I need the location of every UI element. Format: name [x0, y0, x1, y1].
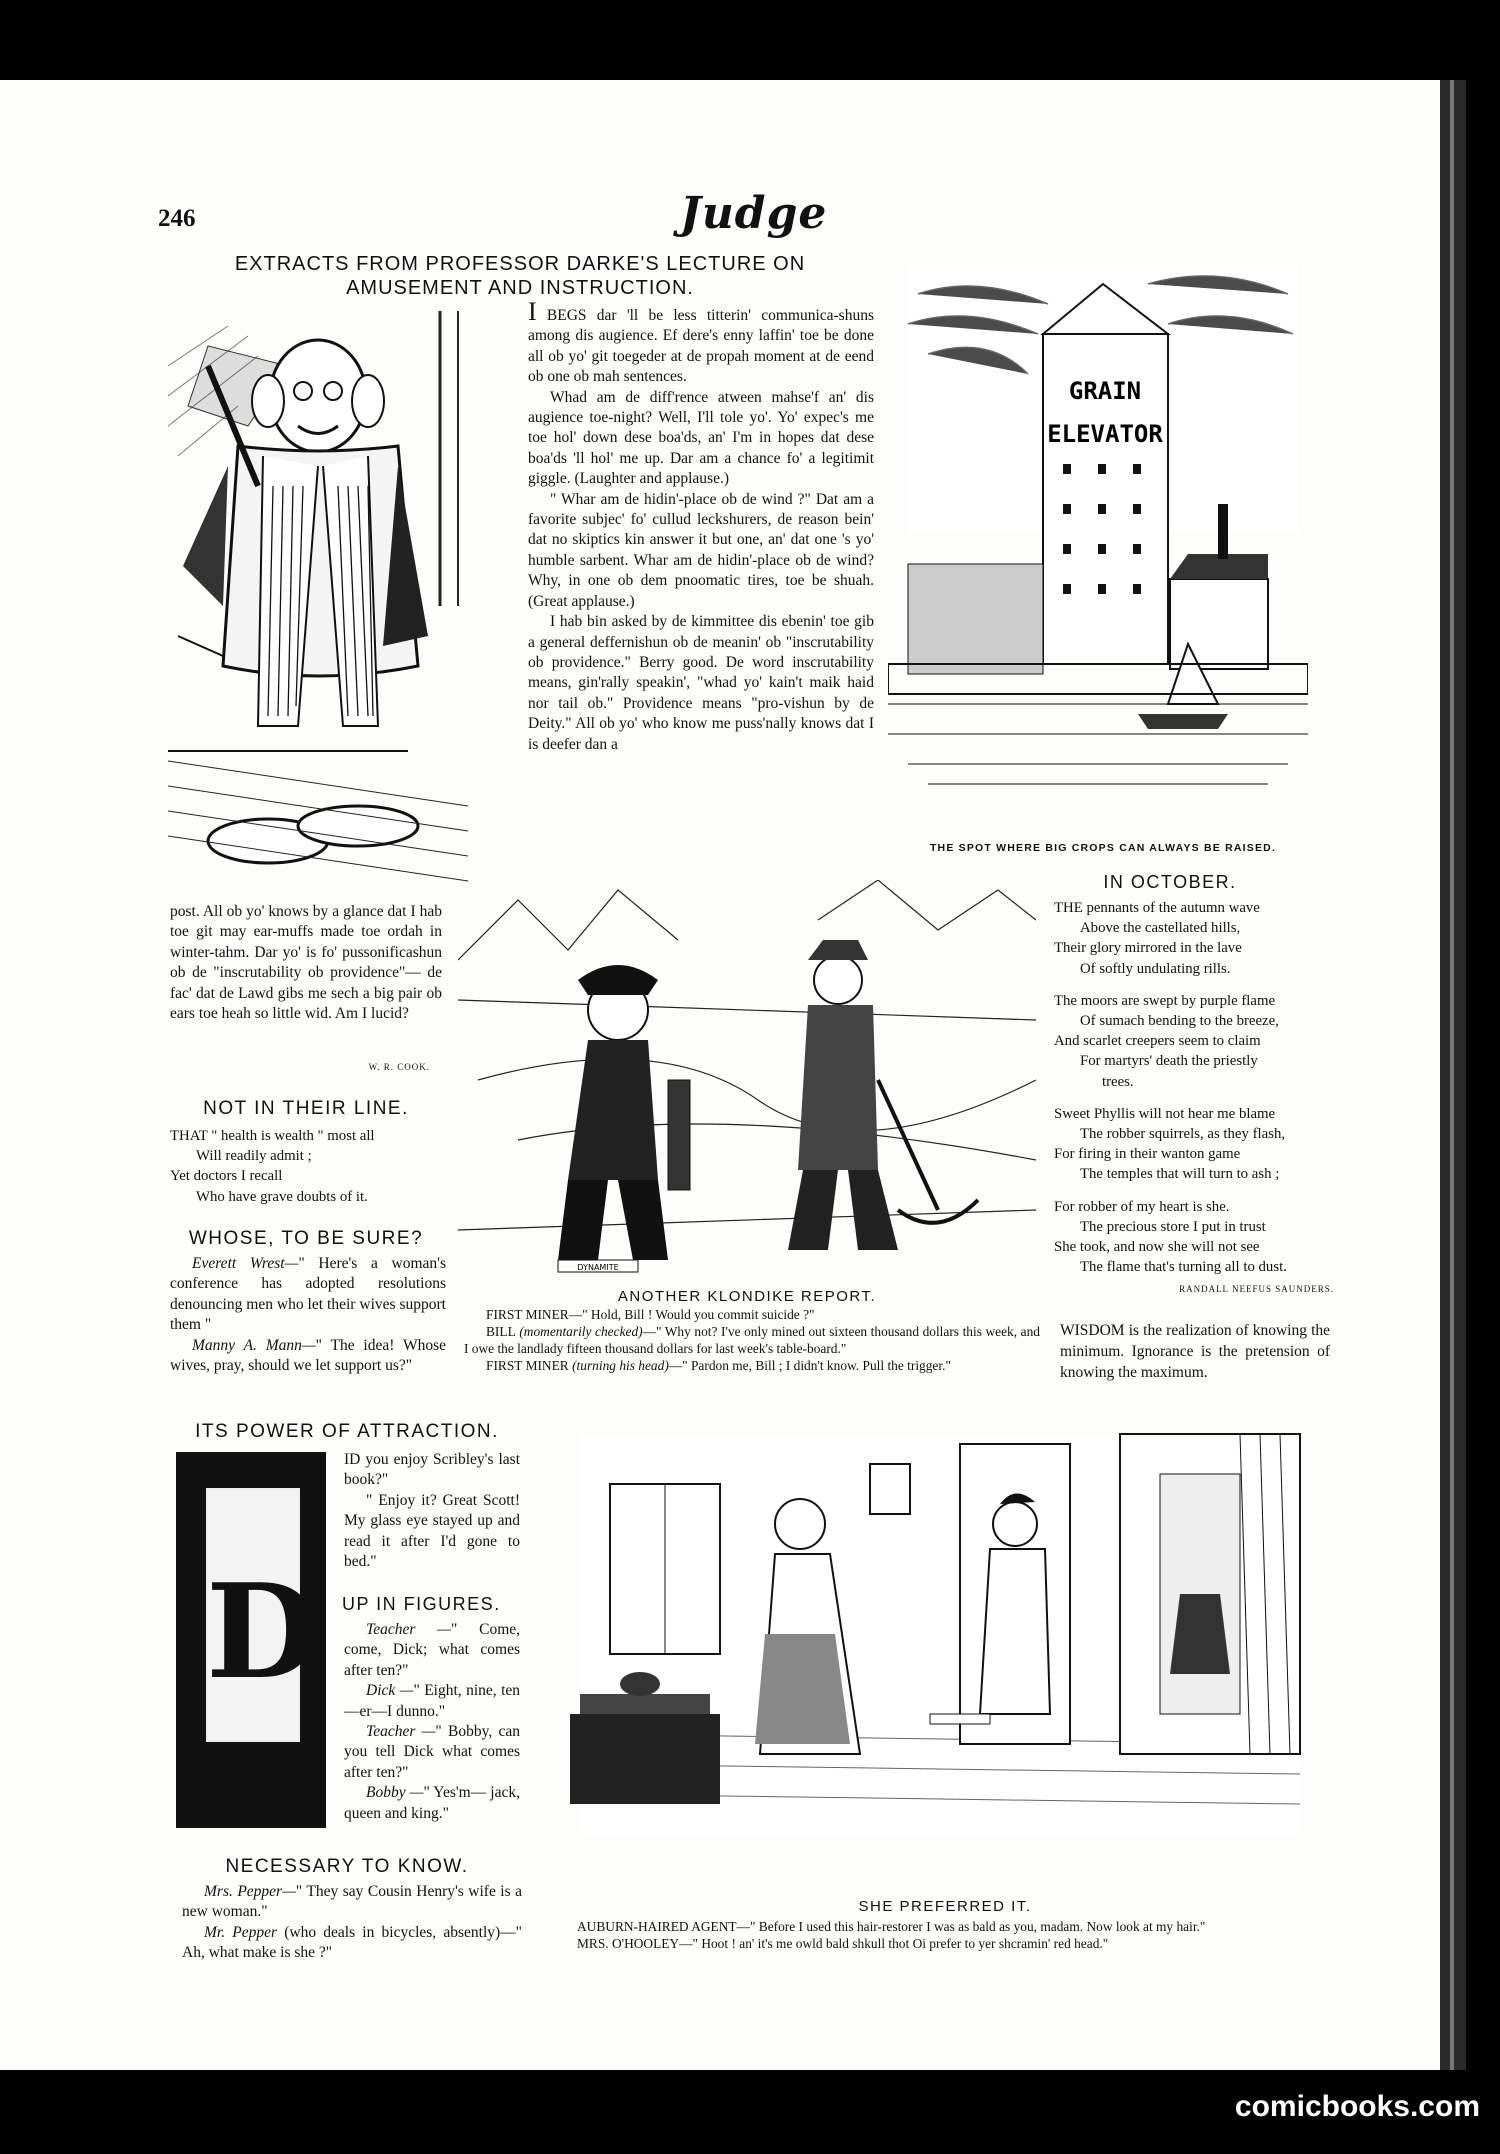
decorative-initial-panel: [176, 1452, 326, 1828]
klondike-speaker1: FIRST MINER—: [486, 1307, 583, 1322]
whose-line1: " Here's a woman's conference has adopted resolutions denouncing men who let their wives support them ": [170, 1255, 446, 1334]
klondike-text1: " Hold, Bill ! Would you commit suicide ?": [582, 1307, 815, 1322]
whose-para1: [170, 1254, 446, 1336]
preferred-speaker2: MRS. O'HOOLEY—: [577, 1936, 693, 1951]
figures-line1: [344, 1620, 520, 1681]
necessary-text2: (who deals in bicycles, absently)—" Ah, what make is she ?": [182, 1923, 523, 1962]
necessary-title: NECESSARY TO KNOW.: [225, 1856, 469, 1877]
poem-line: Will readily admit ;: [196, 1148, 312, 1165]
whose-para2: [170, 1336, 446, 1377]
preferred-line2: [555, 1935, 1345, 1952]
lecture-title: [190, 252, 850, 300]
not-their-line-title: NOT IN THEIR LINE.: [203, 1098, 409, 1119]
poem-line: THAT " health is wealth " most all: [170, 1128, 375, 1144]
necessary-speaker2: Mr. Pepper: [204, 1923, 278, 1941]
lecture-para2: Whad am de diff'rence atween mahse'f an' dis augience toe-night? Well, I'll tole yo'. Yo' expec's me toe hol' down dese boa'ds, an' I'm in hopes dat dese boa'ds 'll hol' me up. Dar am a chance fo' a legitimit giggle. (Laughter and applause.): [528, 388, 874, 488]
lecturer-illustration: [168, 306, 532, 888]
figures-text4: " Yes'm— jack, queen and king.": [344, 1784, 520, 1822]
klondike-text2: —" Why not? I've only mined out sixteen thousand dollars this week, and I owe the landlady fifteen thousand dollars for last week's table-board.": [464, 1324, 1040, 1356]
preferred-text2: " Hoot ! an' it's me owld bald shkull thot Oi prefer to yer shcramin' red head.": [692, 1936, 1109, 1951]
lecture-body: [528, 297, 874, 755]
poem-line: Of softly undulating rills.: [1080, 960, 1231, 977]
whose-speaker2: Manny A. Mann—: [192, 1336, 316, 1354]
whose-speaker1: Everett Wrest—: [192, 1255, 299, 1272]
figures-speaker2: Dick —: [366, 1682, 414, 1700]
figures-speaker4: Bobby —: [366, 1784, 424, 1802]
poem-line: trees.: [1102, 1073, 1134, 1090]
poem-line: For firing in their wanton game: [1054, 1146, 1241, 1163]
attraction-dropcap: D: [206, 1555, 319, 1708]
kitchen-illustration: [560, 1414, 1320, 1850]
necessary-line2: [182, 1923, 522, 1964]
klondike-dialogue: [464, 1306, 1040, 1374]
preferred-text1: " Before I used this hair-restorer I was as bald as you, madam. Now look at my hair.": [749, 1919, 1206, 1934]
attraction-para2: " Enjoy it? Great Scott! My glass eye stayed up and read it after I'd gone to bed.": [344, 1491, 520, 1571]
preferred-line1: [555, 1918, 1345, 1935]
figures-text1: " Come, come, Dick; what comes after ten?": [344, 1621, 520, 1679]
figures-line4: [344, 1783, 520, 1824]
whose-title: WHOSE, TO BE SURE?: [188, 1228, 424, 1249]
preferred-speaker1: AUBURN-HAIRED AGENT—: [577, 1919, 750, 1934]
klondike-speaker2: BILL: [486, 1324, 516, 1339]
grain-caption: THE SPOT WHERE BIG CROPS CAN ALWAYS BE RAISED.: [929, 842, 1277, 854]
grain-sign-line1: GRAIN: [1068, 377, 1142, 405]
figures-title: UP IN FIGURES.: [342, 1594, 501, 1614]
masthead-logo: Judge: [680, 188, 828, 239]
poem-line: The flame that's turning all to dust.: [1080, 1259, 1287, 1276]
poem-line: Who have grave doubts of it.: [196, 1188, 368, 1205]
klondike-line1: [464, 1306, 1040, 1323]
klondike-caption: ANOTHER KLONDIKE REPORT.: [617, 1288, 877, 1305]
page-number: 246: [158, 205, 196, 232]
lecture-signature: W. R. COOK.: [368, 1062, 430, 1072]
not-their-line-poem: [170, 1126, 450, 1207]
figures-line2: [344, 1681, 520, 1722]
poem-line: For robber of my heart is she.: [1054, 1198, 1230, 1215]
klondike-line2: [464, 1323, 1040, 1357]
poem-line: Sweet Phyllis will not hear me blame: [1054, 1105, 1276, 1122]
whose-body: [170, 1254, 446, 1376]
preferred-caption: SHE PREFERRED IT.: [858, 1898, 1032, 1915]
necessary-body: [182, 1882, 522, 1964]
figures-body: [344, 1620, 520, 1824]
poem-line: Their glory mirrored in the lave: [1054, 940, 1242, 957]
poem-line: The precious store I put in trust: [1080, 1218, 1266, 1235]
poem-line: Of sumach bending to the breeze,: [1080, 1013, 1279, 1030]
figures-speaker1: Teacher —: [366, 1621, 451, 1638]
poem-line: THE pennants of the autumn wave: [1054, 900, 1260, 916]
lecture-continuation: post. All ob yo' knows by a glance dat I hab toe git may ear-muffs made toe ordah in winter-tahm. Dar yo' is fo' pussonificashun ob de "inscrutability ob providence"— de fac' dat de Lawd gibs me sech a big pair ob ears toe heah so little wid. Am I lucid?: [170, 903, 442, 1023]
october-poem: [1054, 898, 1334, 1300]
necessary-line1: [182, 1882, 522, 1923]
lecture-title-line1: EXTRACTS FROM PROFESSOR DARKE'S LECTURE ON: [234, 253, 806, 275]
lecture-title-line2: AMUSEMENT AND INSTRUCTION.: [346, 277, 694, 299]
poem-line: Yet doctors I recall: [170, 1168, 283, 1185]
attraction-body: [344, 1450, 520, 1572]
klondike-line3: [464, 1357, 1040, 1374]
figures-text2: " Eight, nine, ten—er—I dunno.": [344, 1682, 521, 1720]
poem-line: And scarlet creepers seem to claim: [1054, 1033, 1261, 1050]
poem-line: The moors are swept by purple flame: [1054, 992, 1276, 1009]
attraction-title: ITS POWER OF ATTRACTION.: [195, 1421, 499, 1442]
lecture-para3: " Whar am de hidin'-place ob de wind ?" Dat am a favorite subjec' fo' cullud leckshurers, de reason bein' dat no skiptics kin answer it but one, an' dat one 's yo' humble sarbent. Whar am de hidin'-place ob de wind? Why, in one ob dem pnoomatic tires, toe be shuah. (Great applause.): [528, 490, 874, 610]
lecture-para1: [528, 297, 874, 388]
lecture-para1-text: BEGS dar 'll be less titterin' communica-shuns among dis augience. Ef dere's enny laffin' toe be done all ob yo' git toegeder at de propah moment at de eend ob one ob mah sentences.: [528, 307, 874, 386]
whose-line2: " The idea! Whose wives, pray, should we let support us?": [170, 1336, 446, 1375]
lecture-para4: I hab bin asked by de kimmittee dis ebenin' toe gib a general deffernishun ob de meanin' ob "inscrutability ob providence." Berry good. De word inscrutability means, gin'rally speakin', "whad yo' kain't maik haid nor tail ob." Providence means "pro-vishun by de Deity." All ob yo' who know me puss'nally knows dat I is deefer dan a: [528, 613, 874, 753]
poem-line: The robber squirrels, as they flash,: [1080, 1126, 1286, 1143]
october-title: IN OCTOBER.: [1103, 872, 1237, 892]
klondike-illustration: [458, 880, 1036, 1290]
necessary-speaker1: Mrs. Pepper—: [204, 1883, 296, 1900]
grain-sign-line2: ELEVATOR: [1047, 420, 1163, 448]
figures-speaker3: Teacher —: [366, 1723, 436, 1741]
october-signature: RANDALL NEEFUS SAUNDERS.: [1179, 1284, 1334, 1295]
klondike-text3: —" Pardon me, Bill ; I didn't know. Pull the trigger.": [668, 1358, 951, 1373]
klondike-aside3: (turning his head): [572, 1358, 669, 1373]
necessary-text1: " They say Cousin Henry's wife is a new woman.": [182, 1883, 522, 1921]
grain-elevator-illustration: [888, 264, 1308, 832]
spine-edge: [1450, 80, 1454, 2070]
klondike-aside2: (momentarily checked): [519, 1324, 643, 1339]
dynamite-label: DYNAMITE: [577, 1263, 619, 1272]
attraction-para1: ID you enjoy Scribley's last book?": [344, 1451, 520, 1489]
klondike-speaker3: FIRST MINER: [486, 1358, 569, 1373]
lecture-dropcap: I: [528, 297, 537, 326]
watermark-text: comicbooks.com: [1234, 2090, 1480, 2123]
preferred-dialogue: [555, 1918, 1345, 1952]
figures-text3: " Bobby, can you tell Dick what comes after ten?": [344, 1723, 520, 1781]
poem-line: The temples that will turn to ash ;: [1080, 1166, 1280, 1183]
poem-line: For martyrs' death the priestly: [1080, 1053, 1258, 1070]
figures-line3: [344, 1722, 520, 1783]
poem-line: She took, and now she will not see: [1054, 1239, 1260, 1256]
wisdom-paragraph: WISDOM is the realization of knowing the minimum. Ignorance is the pretension of knowing the maximum.: [1060, 1322, 1330, 1381]
poem-line: Above the castellated hills,: [1080, 920, 1241, 937]
